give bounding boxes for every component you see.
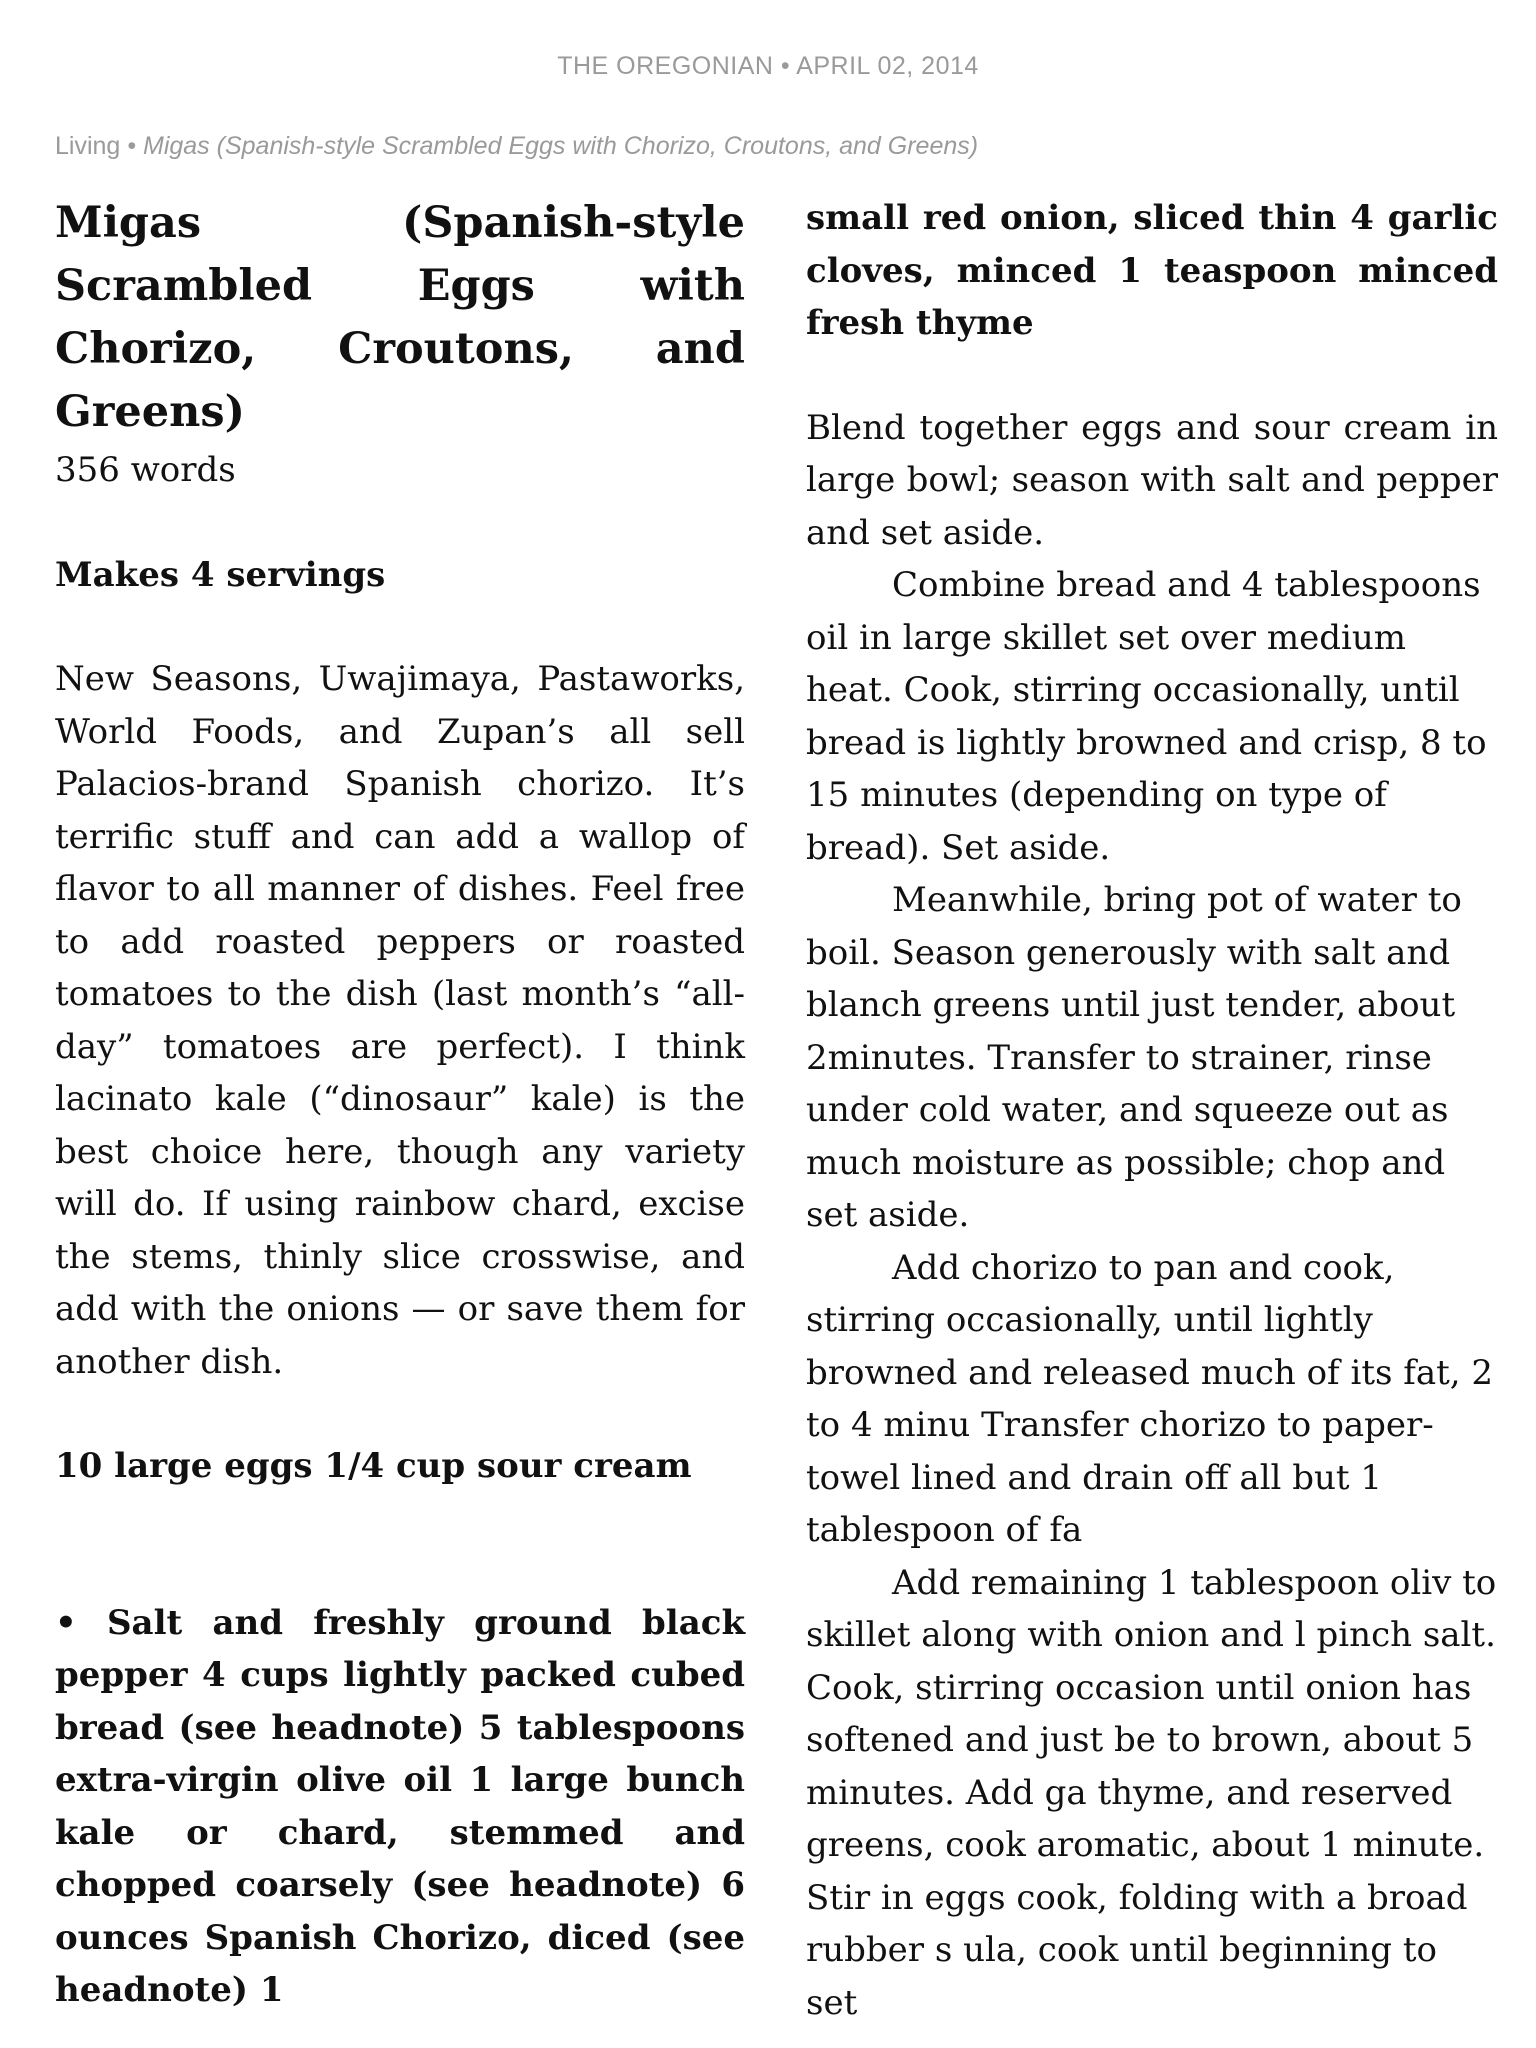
article-title: Migas (Spanish-style Scrambled Eggs with Chorizo, Croutons, and Greens)	[55, 198, 745, 437]
article-column-right	[806, 192, 1498, 2029]
word-count: 356 words	[55, 450, 236, 490]
step-2: Combine bread and 4 tablespoons oil in large skillet set over medium heat. Cook, stirring occasionally, until bread is lightly browned and crisp, 8 to 15 minutes (depending on type of bread). Set aside.	[806, 565, 1487, 868]
breadcrumb-separator: •	[127, 132, 137, 160]
step-5: Add remaining 1 tablespoon oliv to skillet along with onion and l pinch salt. Cook, stirring occasion until onion has softened and just be to brown, about 5 minutes. Add ga thyme, and reserved greens, cook aromatic, about 1 minute. Stir in eggs cook, folding with a broad rubber s ula, cook until beginning to set	[806, 1562, 1497, 2023]
breadcrumb-current: Migas (Spanish-style Scrambled Eggs with Chorizo, Croutons, and Greens)	[143, 132, 979, 160]
headnote: New Seasons, Uwajimaya, Pastaworks, World Foods, and Zupan’s all sell Palacios-brand Spanish chorizo. It’s terrific stuff and can add a wallop of flavor to all manner of dishes. Feel free to add roasted peppers or roasted tomatoes to the dish (last month’s “all-day” tomatoes are perfect). I think lacinato kale (“dinosaur” kale) is the best choice here, though any variety will do. If using rainbow chard, excise the stems, thinly slice crosswise, and add with the onions — or save them for another dish.	[55, 659, 745, 1382]
breadcrumb-section-link[interactable]: Living	[55, 132, 121, 160]
step-1: Blend together eggs and sour cream in large bowl; season with salt and pepper and set aside.	[806, 407, 1498, 553]
ingredients-list-continued: small red onion, sliced thin 4 garlic cloves, minced 1 teaspoon minced fresh thyme	[806, 198, 1498, 343]
step-4: Add chorizo to pan and cook, stirring occasionally, until lightly browned and released much of its fat, 2 to 4 minu Transfer chorizo to paper-towel lined and drain off all but 1 tablespoon of fa	[806, 1247, 1494, 1550]
step-3: Meanwhile, bring pot of water to boil. Season generously with salt and blanch greens until just tender, about 2minutes. Transfer to strainer, rinse under cold water, and squeeze out as much moisture as possible; chop and set aside.	[806, 880, 1462, 1235]
article-column-left	[55, 192, 745, 2017]
ingredients-eggs: 10 large eggs 1/4 cup sour cream	[55, 1446, 692, 1486]
ingredients-list: • Salt and freshly ground black pepper 4 cups lightly packed cubed bread (see headnote) 5 tablespoons extra-virgin olive oil 1 large bunch kale or chard, stemmed and chopped coarsely (see headnote) 6 ounces Spanish Chorizo, diced (see headnote) 1	[55, 1602, 745, 2010]
publication-header: THE OREGONIAN • APRIL 02, 2014	[557, 52, 979, 80]
breadcrumb	[55, 132, 1495, 161]
servings: Makes 4 servings	[55, 554, 386, 595]
